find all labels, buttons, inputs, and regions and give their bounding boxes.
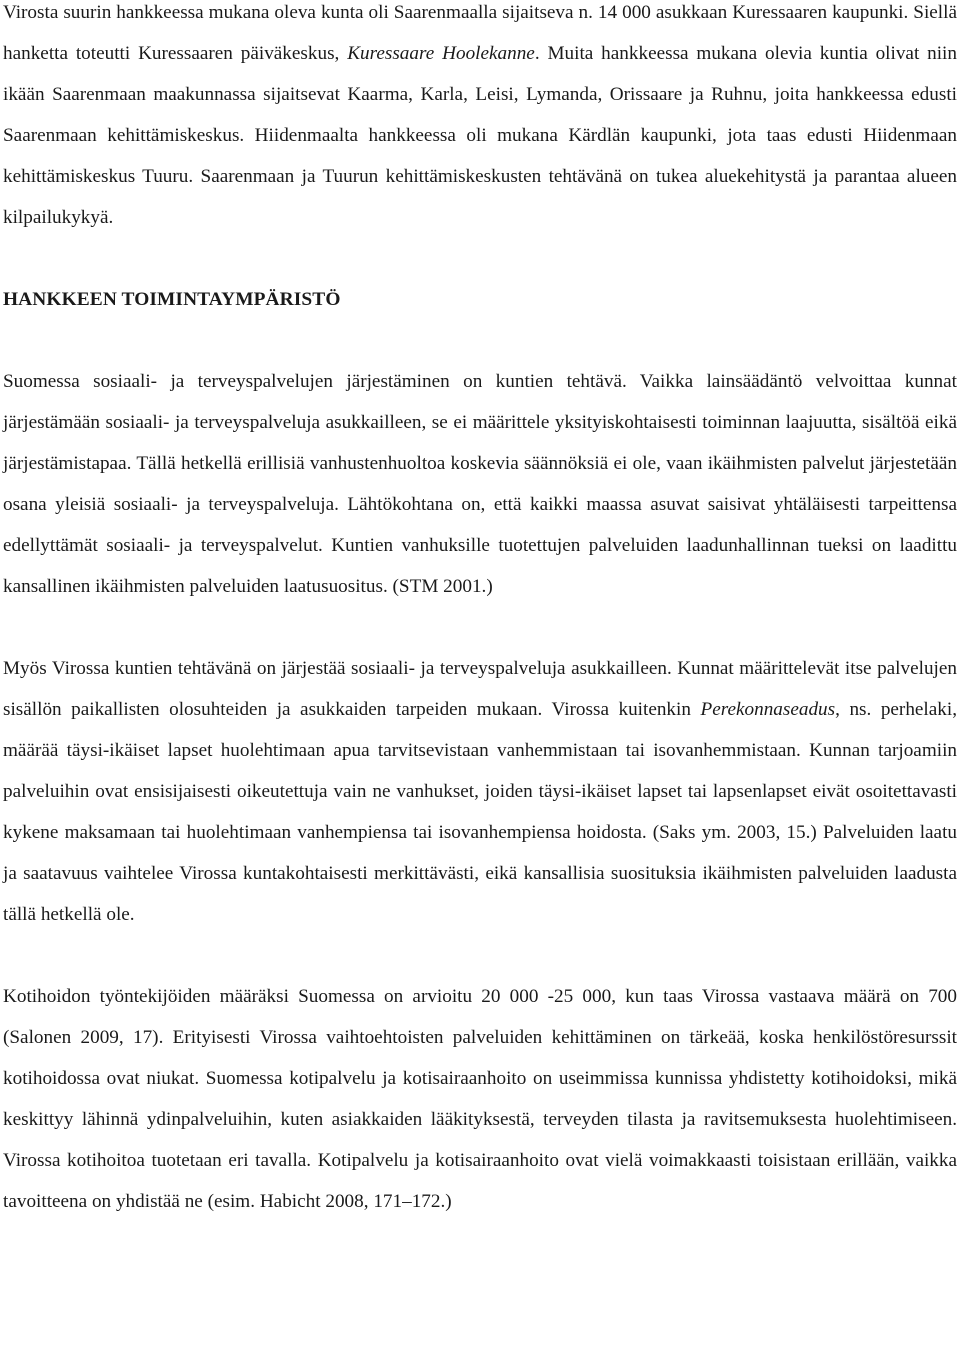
document-page bbox=[3, 0, 957, 1222]
paragraph-estonia-text-a: Myös Virossa kuntien tehtävänä on järjestää sosiaali- ja terveyspalveluja asukkailleen. Kunnat määrittelevät itse palvelujen sisällön paikallisten olosuhteiden ja asukkaiden tarpeiden mukaan. Virossa kuitenkin bbox=[3, 658, 957, 720]
spacer bbox=[3, 320, 957, 361]
paragraph-intro-text-b: . Muita hankkeessa mukana olevia kuntia olivat niin ikään Saarenmaan maakunnassa sijaitsevat Kaarma, Karla, Leisi, Lymanda, Orissaare ja Ruhnu, joita hankkeessa edusti Saarenmaan kehittämiskeskus. Hiidenmaalta hankkeessa oli mukana Kärdlän kaupunki, jota taas edusti Hiidenmaan kehittämiskeskus Tuuru. Saarenmaan ja Tuurun kehittämiskeskusten tehtävänä on tukea aluekehitystä ja parantaa alueen kilpailukykyä. bbox=[3, 43, 957, 228]
paragraph-estonia-italic: Perekonnaseadus bbox=[700, 699, 836, 720]
paragraph-intro-italic: Kuressaare Hoolekanne bbox=[347, 43, 535, 64]
paragraph-estonia-text-b: , ns. perhelaki, määrää täysi-ikäiset lapset huolehtimaan apua tarvitsevistaan vanhemmistaan tai isovanhemmistaan. Kunnan tarjoamiin palveluihin ovat ensisijaisesti oikeutettuja vain ne vanhukset, joiden täysi-ikäiset lapset tai lapsenlapset eivät osoitettavasti kykene maksamaan tai huolehtimaan vanhempiensa tai isovanhempiensa hoidosta. (Saks ym. 2003, 15.) Palveluiden laatu ja saatavuus vaihtelee Virossa kuntakohtaisesti merkittävästi, eikä kansallisia suosituksia ikäihmisten palveluiden laadusta tällä hetkellä ole. bbox=[3, 699, 957, 925]
spacer bbox=[3, 607, 957, 648]
spacer bbox=[3, 238, 957, 279]
spacer bbox=[3, 935, 957, 976]
paragraph-intro bbox=[3, 0, 957, 238]
paragraph-home-care: Kotihoidon työntekijöiden määräksi Suomessa on arvioitu 20 000 -25 000, kun taas Virossa vastaava määrä on 700 (Salonen 2009, 17). Erityisesti Virossa vaihtoehtoisten palveluiden kehittäminen on tärkeää, koska henkilöstöresurssit kotihoidossa ovat niukat. Suomessa kotipalvelu ja kotisairaanhoito on useimmissa kunnissa yhdistetty kotihoidoksi, mikä keskittyy lähinnä ydinpalveluihin, kuten asiakkaiden lääkityksestä, terveyden tilasta ja ravitsemuksesta huolehtimiseen. Virossa kotihoitoa tuotetaan eri tavalla. Kotipalvelu ja kotisairaanhoito ovat vielä voimakkaasti toisistaan erillään, vaikka tavoitteena on yhdistää ne (esim. Habicht 2008, 171–172.) bbox=[3, 986, 957, 1212]
paragraph-finland: Suomessa sosiaali- ja terveyspalvelujen järjestäminen on kuntien tehtävä. Vaikka lainsäädäntö velvoittaa kunnat järjestämään sosiaali- ja terveyspalveluja asukkailleen, se ei määrittele yksityiskohtaisesti toiminnan laajuutta, sisältöä eikä järjestämistapaa. Tällä hetkellä erillisiä vanhustenhuoltoa koskevia säännöksiä ei ole, vaan ikäihmisten palvelut järjestetään osana yleisiä sosiaali- ja terveyspalveluja. Lähtökohtana on, että kaikki maassa asuvat saisivat yhtäläisesti tarpeittensa edellyttämät sosiaali- ja terveyspalvelut. Kuntien vanhuksille tuotettujen palveluiden laadunhallinnan tueksi on laadittu kansallinen ikäihmisten palveluiden laatusuositus. (STM 2001.) bbox=[3, 371, 957, 597]
paragraph-estonia bbox=[3, 648, 957, 935]
paragraph-intro-text-a: Virosta suurin hankkeessa mukana oleva kunta oli Saarenmaalla sijaitseva n. 14 000 asukkaan Kuressaaren kaupunki. Siellä hanketta toteutti Kuressaaren päiväkeskus, bbox=[3, 2, 957, 64]
section-heading: HANKKEEN TOIMINTAYMPÄRISTÖ bbox=[3, 289, 341, 310]
